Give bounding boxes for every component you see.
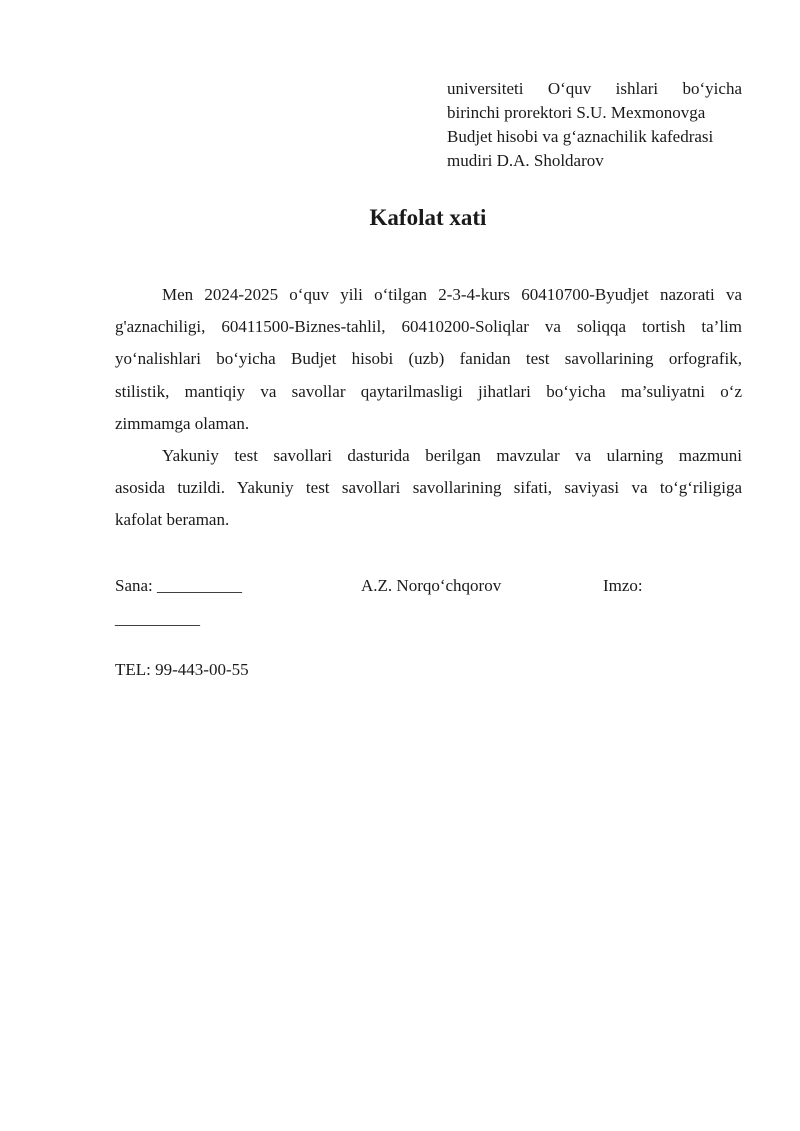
signer-name: A.Z. Norqo‘chqorov [361,576,502,595]
addressee-line: birinchi prorektori S.U. Mexmonovga [447,103,706,122]
addressee-line: universiteti O‘quv ishlari bo‘yicha [447,79,742,98]
paragraph-line: yo‘nalishlari bo‘yicha Budjet hisobi (uzb) fanidan test savollarining orfografik, [115,349,742,369]
signature-row [115,571,742,601]
paragraph-line: Men 2024-2025 o‘quv yili o‘tilgan 2-3-4-kurs 60410700-Byudjet nazorati va [162,285,742,304]
signature-label: Imzo: [603,576,643,595]
paragraph-line: kafolat beraman. [115,510,230,530]
paragraph-test-quality [115,440,742,537]
addressee-line: Budjet hisobi va g‘aznachilik kafedrasi [447,127,714,146]
paragraph-line: g'aznachiligi, 60411500-Biznes-tahlil, 60410200-Soliqlar va soliqqa tortish ta’lim [115,317,742,337]
date-field: Sana: __________ [115,576,243,595]
paragraph-line: stilistik, mantiqiy va savollar qaytarilmasligi jihatlari bo‘yicha ma’suliyatni o‘z [115,381,742,401]
paragraph-line: asosida tuzildi. Yakuniy test savollari savollarining sifati, saviyasi va to‘g‘riligiga [115,478,742,498]
document-title: Kafolat xati [369,205,487,230]
paragraph-line: Yakuniy test savollari dasturida berilgan mavzular va ularning mazmuni [162,446,742,466]
letter-body [115,279,742,537]
addressee-block [447,77,742,173]
signature-blank: __________ [115,609,200,628]
paragraph-guarantee-responsibility [115,279,742,440]
phone-number: TEL: 99-443-00-55 [115,660,249,679]
addressee-line: mudiri D.A. Sholdarov [447,151,604,170]
paragraph-line: zimmamga olaman. [115,413,250,433]
